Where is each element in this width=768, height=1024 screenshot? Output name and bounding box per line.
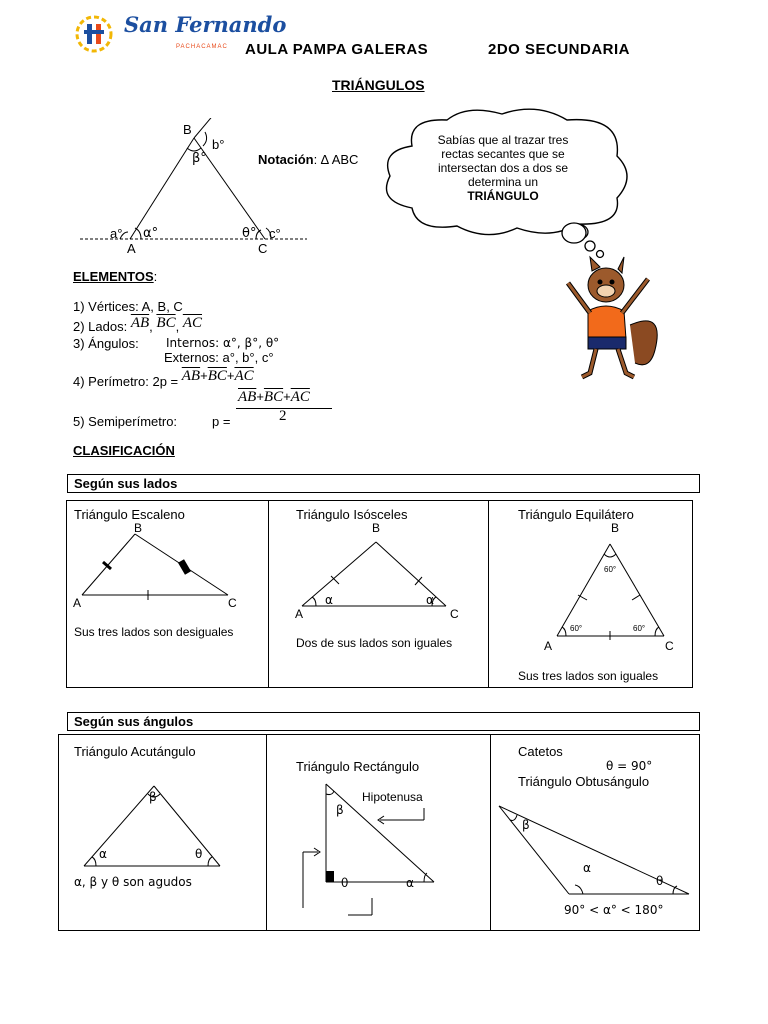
isosceles-alpha-1: α: [325, 593, 333, 607]
scalene-a: A: [73, 596, 82, 610]
theta-right-angle: θ = 90°: [606, 759, 653, 773]
main-vertex-b: B: [183, 122, 192, 137]
element-item-2-label: 2) Lados:: [73, 319, 128, 334]
obtuse-theta: θ: [656, 874, 664, 888]
angles-heading-box: [67, 712, 700, 731]
obtuse-beta: β: [522, 818, 530, 832]
cloud-line-1: Sabías que al trazar tres: [437, 133, 569, 147]
equilateral-angle-top: 60°: [604, 565, 617, 574]
isosceles-a: A: [295, 607, 304, 621]
catetos-label: Catetos: [518, 744, 563, 759]
isosceles-title: Triángulo Isósceles: [296, 507, 408, 522]
angles-divider-2: [490, 734, 491, 931]
isosceles-c: C: [450, 607, 459, 621]
cloud-line-4: determina un: [467, 175, 539, 189]
acute-beta: β: [149, 790, 157, 804]
cloud-line-2: rectas secantes que se: [441, 147, 565, 161]
classification-heading: CLASIFICACIÓN: [73, 443, 175, 458]
acute-desc: α, β y θ son agudos: [74, 875, 192, 889]
perim-plus-1: +: [200, 368, 208, 383]
element-item-1: 1) Vértices: A, B, C: [73, 299, 183, 314]
side-ac: $\overline{AC}$: [182, 315, 202, 331]
main-beta: β°: [192, 151, 207, 166]
acute-theta: θ: [195, 847, 203, 861]
main-ext-c: c°: [269, 226, 281, 241]
equilateral-angle-left: 60°: [570, 624, 583, 633]
scalene-c: C: [228, 596, 237, 610]
element-item-4: [73, 368, 254, 389]
isosceles-desc: Dos de sus lados son iguales: [296, 636, 453, 650]
right-hypotenuse-label: Hipotenusa: [362, 790, 423, 804]
equilateral-b: B: [611, 521, 620, 535]
angles-internal: Internos: α°, β°, θ°: [166, 336, 280, 350]
elements-heading-text: ELEMENTOS: [73, 269, 154, 284]
side-comma-1: ,: [149, 319, 153, 334]
equilateral-title: Triángulo Equilátero: [518, 507, 634, 522]
main-ext-a: a°: [110, 226, 123, 241]
perimeter-label: 4) Perímetro: 2p =: [73, 374, 179, 389]
equilateral-c: C: [665, 639, 674, 653]
header-right: 2DO SECUNDARIA: [488, 41, 631, 58]
angles-external: Externos: a°, b°, c°: [164, 350, 274, 365]
notation-label: Notación: [258, 152, 314, 167]
main-ext-b: b°: [212, 137, 225, 152]
obtuse-alpha: α: [583, 861, 591, 875]
semiperimeter-p: p =: [212, 414, 231, 429]
sides-divider-1: [268, 500, 269, 688]
main-vertex-a: A: [127, 241, 136, 256]
scalene-triangle: [78, 530, 238, 605]
side-comma-2: ,: [175, 319, 180, 334]
elements-heading: [73, 269, 157, 284]
isosceles-b: B: [372, 521, 381, 535]
sides-heading-box: [67, 474, 700, 493]
angles-heading: Según sus ángulos: [74, 714, 194, 729]
element-item-2: [73, 315, 202, 336]
acute-alpha: α: [99, 847, 107, 861]
right-title: Triángulo Rectángulo: [296, 759, 420, 774]
scalene-b: B: [134, 521, 143, 535]
angles-divider-1: [266, 734, 267, 931]
semi-bc: $\overline{BC}$: [263, 389, 284, 405]
acute-title: Triángulo Acutángulo: [74, 744, 196, 759]
cloud-text: [408, 133, 598, 203]
perim-bc: $\overline{BC}$: [207, 368, 227, 384]
main-alpha: α°: [143, 226, 159, 241]
squirrel-mascot-icon: [560, 255, 670, 383]
perim-ac: $\overline{AC}$: [234, 368, 254, 384]
logo-name: San Fernando: [124, 12, 287, 37]
perim-plus-2: +: [226, 368, 235, 383]
main-theta: θ°: [242, 226, 257, 241]
isosceles-triangle: [298, 538, 458, 610]
notation-value: : ∆ ABC: [313, 152, 359, 167]
element-item-3-label: 3) Ángulos:: [73, 336, 139, 351]
obtuse-title: Triángulo Obtusángulo: [518, 774, 650, 789]
semiperimeter-numerator: [238, 389, 310, 406]
semi-plus-1: +: [256, 389, 264, 404]
right-theta: θ: [341, 876, 349, 890]
obtuse-desc: 90° < α° < 180°: [564, 903, 664, 917]
perim-ab: $\overline{AB}$: [181, 368, 201, 384]
right-alpha: α: [406, 876, 414, 890]
right-beta: β: [336, 803, 344, 817]
main-vertex-c: C: [258, 241, 268, 256]
page-title: TRIÁNGULOS: [332, 77, 425, 93]
school-logo: [72, 12, 287, 56]
cloud-line-3: intersectan dos a dos se: [437, 161, 569, 175]
logo-sub: PACHACAMAC: [176, 44, 228, 50]
sides-heading: Según sus lados: [74, 476, 178, 491]
side-ab: $\overline{AB}$: [130, 315, 150, 331]
isosceles-alpha-2: α: [426, 593, 434, 607]
obtuse-triangle: [495, 802, 695, 898]
header-left: AULA PAMPA GALERAS: [245, 41, 429, 58]
equilateral-angle-right: 60°: [633, 624, 646, 633]
semi-plus-2: +: [283, 389, 291, 404]
elements-colon: :: [153, 269, 158, 284]
side-bc: $\overline{BC}$: [156, 315, 176, 331]
equilateral-a: A: [544, 639, 553, 653]
element-item-5-label: 5) Semiperímetro:: [73, 414, 178, 429]
semiperimeter-denominator: 2: [279, 408, 287, 424]
scalene-title: Triángulo Escaleno: [74, 507, 185, 522]
sides-divider-2: [488, 500, 489, 688]
semi-ac: $\overline{AC}$: [290, 389, 310, 405]
equilateral-desc: Sus tres lados son iguales: [518, 669, 659, 683]
scalene-desc: Sus tres lados son desiguales: [74, 625, 234, 639]
semi-ab: $\overline{AB}$: [238, 389, 257, 405]
notation: [258, 152, 358, 167]
cloud-line-5: TRIÁNGULO: [467, 189, 539, 203]
